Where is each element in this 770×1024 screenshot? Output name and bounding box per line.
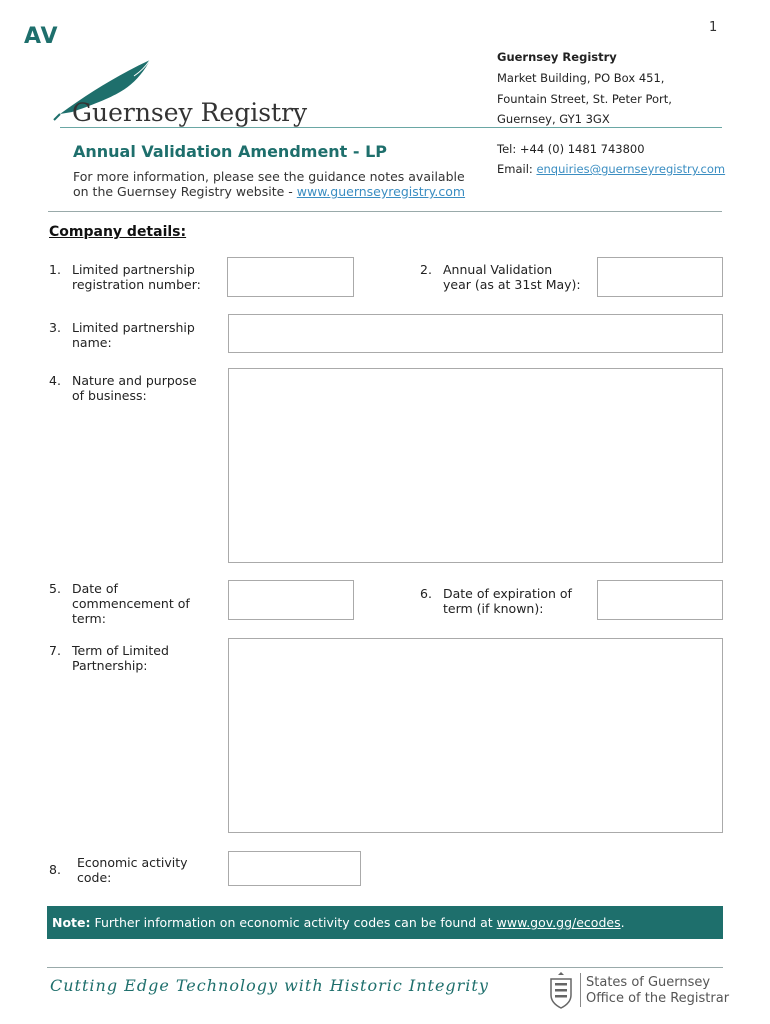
validation-year-input[interactable] — [597, 257, 723, 297]
section-divider — [48, 211, 722, 212]
field-8-label-line-1: Economic activity — [77, 855, 188, 870]
field-8-label — [77, 855, 188, 885]
note-label: Note: — [52, 915, 91, 930]
field-8-label-line-2: code: — [77, 870, 112, 885]
intro-line-1: For more information, please see the guidance notes available — [73, 169, 465, 184]
field-3-number: 3. — [49, 320, 61, 335]
partnership-name-input[interactable] — [228, 314, 723, 353]
footer-org-line-2: Office of the Registrar — [586, 991, 730, 1006]
footer-org-divider — [580, 973, 581, 1007]
field-1-label-line-1: Limited partnership — [72, 262, 195, 277]
registry-website-link[interactable]: www.guernseyregistry.com — [296, 184, 466, 199]
note-banner — [47, 906, 723, 939]
registration-number-input[interactable] — [227, 257, 354, 297]
intro-text — [73, 169, 483, 199]
address-line-1: Market Building, PO Box 451, — [497, 71, 665, 85]
field-2-number: 2. — [420, 262, 432, 277]
field-5-label — [72, 581, 190, 626]
note-text: Further information on economic activity codes can be found at — [90, 915, 497, 930]
intro-line-2-text: on the Guernsey Registry website - — [73, 184, 297, 199]
form-title: Annual Validation Amendment - LP — [73, 142, 388, 161]
field-4-label-line-2: of business: — [72, 388, 147, 403]
field-6-label — [443, 586, 572, 616]
telephone: Tel: +44 (0) 1481 743800 — [497, 142, 645, 156]
field-5-label-line-2: commencement of — [72, 596, 190, 611]
field-1-label-line-2: registration number: — [72, 277, 201, 292]
note-end: . — [620, 915, 625, 930]
field-7-label-line-1: Term of Limited — [72, 643, 169, 658]
address-name: Guernsey Registry — [497, 50, 617, 64]
logo-divider — [60, 127, 722, 128]
expiration-date-input[interactable] — [597, 580, 723, 620]
ecodes-link[interactable]: www.gov.gg/ecodes — [496, 915, 621, 930]
logo-text: Guernsey Registry — [72, 98, 308, 127]
field-6-label-line-1: Date of expiration of — [443, 586, 572, 601]
field-4-label — [72, 373, 197, 403]
email-link[interactable]: enquiries@guernseyregistry.com — [536, 162, 726, 176]
commencement-date-input[interactable] — [228, 580, 354, 620]
field-7-label-line-2: Partnership: — [72, 658, 148, 673]
footer-org — [586, 975, 729, 1007]
intro-line-2 — [73, 184, 483, 199]
note-content — [52, 915, 625, 930]
field-1-label — [72, 262, 201, 292]
footer-motto: Cutting Edge Technology with Historic Integrity — [50, 976, 489, 995]
address-line-2: Fountain Street, St. Peter Port, — [497, 92, 672, 106]
field-5-number: 5. — [49, 581, 61, 596]
page-number: 1 — [709, 20, 718, 35]
footer-divider — [47, 967, 723, 968]
field-7-label — [72, 643, 169, 673]
field-2-label-line-2: year (as at 31st May): — [443, 277, 581, 292]
field-5-label-line-3: term: — [72, 611, 106, 626]
field-3-label-line-1: Limited partnership — [72, 320, 195, 335]
guernsey-crest-icon — [543, 971, 579, 1009]
field-4-number: 4. — [49, 373, 61, 388]
email-label: Email: — [497, 162, 537, 176]
field-8-number: 8. — [49, 862, 61, 877]
field-6-number: 6. — [420, 586, 432, 601]
company-details-heading: Company details: — [49, 224, 187, 240]
field-3-label-line-2: name: — [72, 335, 112, 350]
address-line-3: Guernsey, GY1 3GX — [497, 112, 610, 126]
field-3-label — [72, 320, 195, 350]
field-2-label — [443, 262, 581, 292]
field-6-label-line-2: term (if known): — [443, 601, 544, 616]
field-2-label-line-1: Annual Validation — [443, 262, 553, 277]
term-of-partnership-textarea[interactable] — [228, 638, 723, 833]
field-5-label-line-1: Date of — [72, 581, 118, 596]
economic-activity-code-input[interactable] — [228, 851, 361, 886]
footer-org-line-1: States of Guernsey — [586, 975, 711, 990]
nature-of-business-textarea[interactable] — [228, 368, 723, 563]
email-line — [497, 162, 725, 176]
field-1-number: 1. — [49, 262, 61, 277]
field-7-number: 7. — [49, 643, 61, 658]
field-4-label-line-1: Nature and purpose — [72, 373, 197, 388]
form-code: AV — [24, 24, 59, 49]
